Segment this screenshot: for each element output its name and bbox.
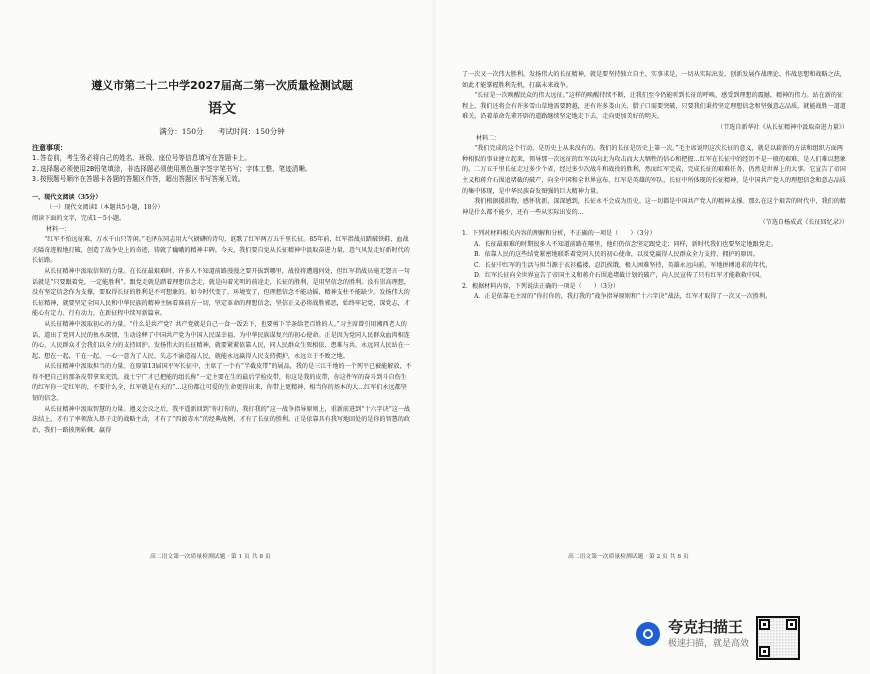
option-a: A．正是依靠毛主席的“你打你的，我打我的”战争指导原则和“十六字诀”战法，红军才取得了一次又一次胜利。 — [474, 293, 772, 301]
page1-column — [32, 78, 412, 436]
reading-instruction: 阅读下面的文字，完成1～5小题。 — [32, 214, 126, 222]
watermark-slogan: 极速扫描，就是高效 — [668, 639, 750, 649]
page-footer: 高二语文第一次质量检测试题 · 第 1 页 共 8 页 — [150, 554, 271, 560]
passage-paragraph: 从长征精神中汲取信仰的力量。在长征最艰难时，许多人不知道前路漫漫之要开拔到哪里，战役将遭遇何处，但红军指战员毫无怨言一句话就是“只要跟着党，一定能胜利”。跟党走就是踏着理想信念走，就是向着光明的前途走，长征的胜利，是用坚信念的胜利。没有崇高理想，没有坚定信念作为支撑，要取得长征的胜利是不可想象的。如今时代变了、环境变了，但理想信念不能动摇、精神支柱不能缺少。发扬伟大的长征精神，就要坚定全国人民和中华民族的精神主脉看准前方一切，坚定革命的理想信念，坚信正义必将战胜邪恶，始终牢记党、深党志，才能心有定力、行有动力，在新征程中续写新篇章。 — [32, 267, 410, 318]
question-1: 1．下列对材料相关内容的理解和分析，不正确的一项是（ ）（3分） — [462, 229, 656, 237]
material-label: 材料一： — [46, 225, 71, 233]
notice-item: 2.选择题必须使用2B铅笔填涂，非选择题必须使用黑色墨字签字笔书写；字体工整、笔迹清晰。 — [32, 164, 312, 173]
option-a: A．长征最艰难的时期很多人不知道前路在哪里，他们仍信念坚定跟党走；同样，新时代我们也要坚定地跟党走。 — [474, 240, 777, 248]
qr-finder-icon — [759, 619, 770, 630]
material-label: 材料二： — [476, 134, 501, 142]
option-b: B．依靠人民的这些结党紧密地联系着党同人民的初心使命，以及党赢得人民群众全力支持、拥护的原因。 — [474, 251, 759, 259]
question-2: 2．根据材料内容，下列说法正确的一项是（ ）（3分） — [462, 282, 620, 290]
watermark-name: 夸克扫描王 — [668, 618, 744, 636]
scanner-watermark — [636, 618, 749, 650]
section-heading: 一、现代文阅读（35分） — [32, 193, 102, 201]
passage-paragraph: “我们完成的这个行动，是历史上从来没有的。我们的长征是历史上第一次。”毛主席说明这次长征的意义，就是以崭新的方法和组织方面两种相似的事业建立起来，领导那一次远征的红军以向北为攻击而大大牺牲的信心和把握…红军在长征中的经历不是一般的艰难，是人们难以想象的。二万五千里长征走过多少个省，经过多少次战斗和战役的胜利，然而红军完成，完成长征的艰难任务，仍然是世界上的大事。它宣告了帝国主义和蒋介石围追堵截的破产，向全中国和全世界宣布，红军是英雄的军队，长征中所体现的长征精神，是中国共产党人的理想信念和意志品质的集中体现，是中华民族奋发图强的巨大精神力量。 — [462, 145, 846, 195]
exam-page-1 — [0, 0, 432, 674]
notice-item: 3.按照题号顺序在答题卡各题的答题区作答，超出答题区书写答案无效。 — [32, 175, 245, 184]
qr-finder-icon — [759, 646, 770, 657]
source-citation: （节选自杨成武《长征回忆录》） — [759, 219, 848, 227]
passage-paragraph: “红军不怕远征难，万水千山只等闲。”毛泽东同志用大气磅礴的诗句，讴歌了红军两万五千里长征。85年前，红军指战员踏破铁鞋、血战关隘奇迹般地打破，创造了战争史上的奇迹，铸就了巍峨的精神丰碑。今天，我们要自觉从长征精神中汲取奋进力量，意气风发走好新时代的长征路。 — [32, 236, 410, 265]
subsection-heading: （一）现代文阅读Ⅰ（本题共5小题，18分） — [46, 204, 164, 212]
notice-title: 注意事项： — [32, 143, 67, 152]
passage-paragraph: 从长征精神中汲取智慧的力量。遵义会议之后，我平遥新回到“你打你的，我打我的”这一战争指导原则上，重新前进到“十六字诀”这一战法结上，才有了率领敌人鼻子走的战略主动，才有了“四渡赤水”的经典战例，才有了长征的胜利。正是依靠具有我写地回处的是你的智慧的政治，我们一路披荆斩棘，赢得 — [32, 405, 411, 434]
option-c: C．长征中红军的生活与担当源于衣衫褴褛、忍饥挨饿，极人困难坚持，英雄永远向前，军地拼搏追求的年代。 — [474, 261, 772, 269]
full-score: 满分：150分 — [159, 127, 204, 136]
option-d: D．红军长征向全世界宣告了帝国主义和蒋介石围追堵截计划的破产，向人民宣传了只有红军才能救救中国。 — [474, 272, 766, 280]
qr-code-icon — [756, 616, 800, 660]
passage-paragraph: “长征是一次唤醒民众的伟大远征。”这样的唤醒持续不断，让我们至今仍能听到长征的呼唤，感受到理想的震撼、精神的伟力。站在新的征程上，我们还将会有许多雪山草地需要跨越，还有许多娄山关、腊子口需要突破，只要我们秉持坚定理想信念和坚强意志品质，就能战胜一道道难关，沿着革命先辈开辟的道路继续坚定地走下去，走向更加美好的明天。 — [462, 92, 846, 121]
exam-time: 考试时间：150分钟 — [217, 127, 285, 136]
subject-heading: 语文 — [208, 101, 236, 117]
notice-item: 1.答卷前，考生务必将自己的姓名、班级、座位号等信息填写在答题卡上。 — [32, 154, 251, 162]
exam-title: 遵义市第二十二中学2027届高二第一次质量检测试题 — [91, 79, 353, 92]
page-footer: 高二语文第一次质量检测试题 · 第 2 页 共 8 页 — [568, 554, 689, 560]
passage-paragraph: 从长征精神中汲取担当的力量。在原第13届国平军长征中，主席了一个有“半截皮带”的展品，我的是三江千地的一个列平已被能解放，不得不把自己的那条皮带拿来充饥。战士宁广才已把能的组长称“一定主要在生的最后学检皮带，你这是我的皮带，你这件军的奋斗到斗自伤生的红军你一定红军的，不要什么全，红军就是有天的”…这份都让可爱的生命更得出来，你带上更精神，相当你的基本的大…红军们永远都坚韧的信念。 — [32, 363, 412, 403]
qr-finder-icon — [786, 619, 797, 630]
source-citation: （节选自新华社《从长征精神中汲取奋进力量》） — [716, 123, 848, 131]
exam-meta — [32, 126, 412, 138]
passage-paragraph: 我们根据援拱物，感怀犹新，深深感到，长征永不会成为历史。这一切都是中国共产党人的精神支撑。那么在这个艰苦的时代中，我们的精神是什么都不能少，还有一些从实际出发的… — [462, 198, 846, 216]
passage-paragraph: 从长征精神中汲取初心的力量。“什么是共产党？共产党就是自己一食一饭丢下，也要剪下半条给老百姓的人。”习主席曾引用湘西老人的话，道出了党同人民的鱼水深情，生动诠释了中国共产党为中国人民谋幸福、为中华民族谋复兴的初心使命。正是因为党同人民群众血肉相连的心，人民群众才会我们以全力的支持回护。发扬伟大的长征精神，就要紧紧依靠人民，同人民群众生死相依、患难与共，永远同人民站在一起、想在一起、干在一起，一心一意为了人民、失志不渝造福人民，就能永远赢得人民支持拥护，永远立于不败之地。 — [32, 320, 410, 360]
passage-paragraph: 了一次又一次伟大胜利。发扬伟大的长征精神，就是要坚持独立自主、实事求是，一切从实际出发，创新发展作战理论、作战思想和战略之法，如此才能掌握胜利先机，打赢未来战争。 — [462, 71, 846, 89]
watermark-text — [668, 618, 749, 650]
page2-column — [462, 70, 848, 303]
quark-logo-icon — [636, 622, 660, 646]
